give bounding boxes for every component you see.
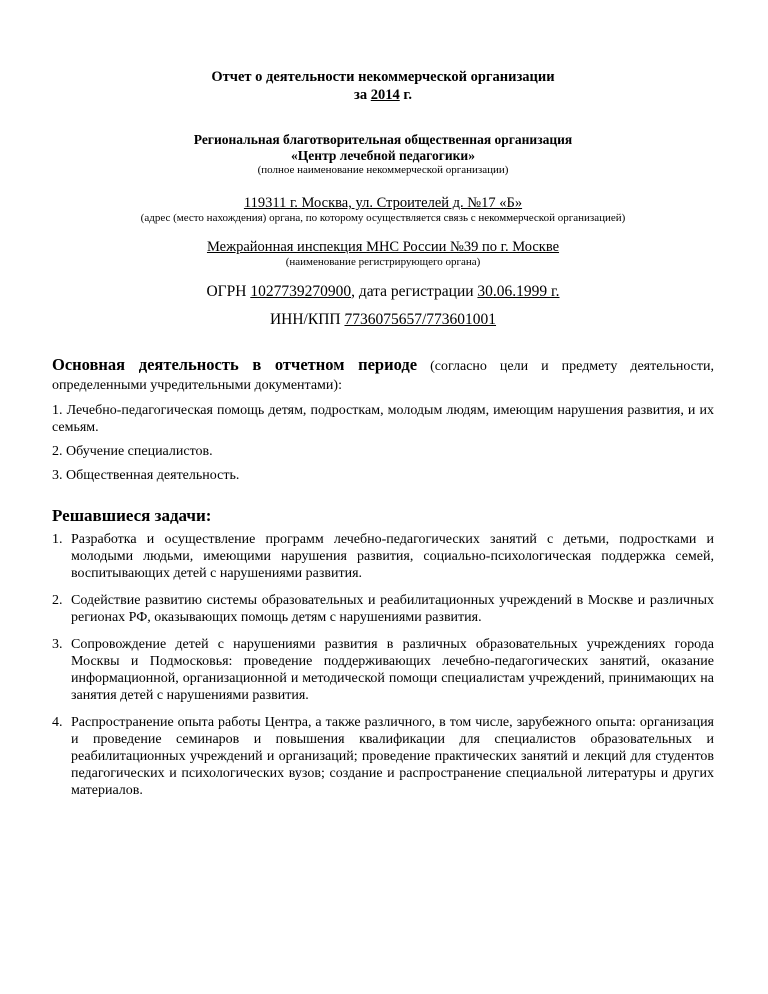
main-activity-item: 3. Общественная деятельность.: [52, 468, 240, 483]
main-activity-item: 1. Лечебно-педагогическая помощь детям, подросткам, молодым людям, имеющим нарушения развития, и их семьям.: [52, 403, 714, 435]
tasks-heading: Решавшиеся задачи:: [52, 506, 212, 525]
organization-name-line1: Региональная благотворительная общественная организация: [193, 132, 573, 147]
organization-name: [52, 132, 714, 164]
inn-label: ИНН/КПП: [269, 311, 341, 328]
title-prefix: за: [354, 87, 368, 103]
organization-name-line2: «Центр лечебной педагогики»: [291, 148, 475, 163]
task-item: [52, 592, 714, 626]
organization-address: 119311 г. Москва, ул. Строителей д. №17 «Б»: [243, 195, 523, 211]
task-item: [52, 636, 714, 704]
inn-line: [52, 310, 714, 329]
ogrn-line: [52, 282, 714, 301]
task-text: Разработка и осуществление программ лечебно-педагогических занятий с детьми, подростками и молодыми людьми, имеющими нарушения развития, социально-психологическая поддержка семей, воспитывающих детей с нарушениями развития.: [71, 532, 714, 581]
inn-kpp-value: 7736075657/773601001: [344, 311, 497, 328]
report-year: 2014: [370, 87, 400, 103]
task-text: Содействие развитию системы образовательных и реабилитационных учреждений в Москве и различных регионах РФ, оказывающих помощь детям с нарушениями развития.: [71, 593, 714, 625]
reg-date-label: , дата регистрации: [351, 283, 474, 300]
main-activity-title: Основная деятельность в отчетном периоде: [52, 355, 418, 374]
report-title: [52, 68, 714, 104]
report-title-line2: [52, 86, 714, 104]
task-item: [52, 531, 714, 582]
registrar-caption: (наименование регистрирующего органа): [285, 256, 481, 268]
organization-name-caption: (полное наименование некоммерческой организации): [257, 164, 509, 176]
task-text: Распространение опыта работы Центра, а также различного, в том числе, зарубежного опыта: организация и проведение семинаров и повышения квалификации для специалистов образовательных и реабилитационных учреждений и организаций; проведение практических занятий и лекций для студентов педагогических и психологических вузов; создание и распространение специальной литературы и других материалов.: [71, 715, 714, 798]
main-activity-note: (согласно цели и предмету деятельности, определенными учредительными документами):: [52, 359, 714, 393]
task-number: 4.: [52, 715, 63, 730]
task-item: [52, 714, 714, 799]
tasks-list: [52, 531, 714, 799]
address-caption: (адрес (место нахождения) органа, по которому осуществляется связь с некоммерческой организацией): [140, 212, 626, 224]
registrar-name: Межрайонная инспекция МНС России №39 по г. Москве: [206, 239, 560, 255]
report-title-line1: Отчет о деятельности некоммерческой организации: [211, 69, 555, 85]
title-suffix: г.: [403, 87, 412, 103]
ogrn-value: 1027739270900: [250, 283, 352, 300]
task-number: 1.: [52, 532, 63, 547]
task-number: 2.: [52, 593, 63, 608]
reg-date-value: 30.06.1999 г.: [477, 283, 560, 300]
registrar-block: [52, 239, 714, 256]
task-text: Сопровождение детей с нарушениями развития в различных образовательных учреждениях города Москвы и Подмосковья: проведение поддерживающих лечебно-педагогических занятий, оказание информационной, организационной и методической помощи специалистам учреждений, принимающих на занятия детей с нарушениями развития.: [71, 637, 714, 703]
main-activity-item: 2. Обучение специалистов.: [52, 444, 213, 459]
ogrn-label: ОГРН: [206, 283, 247, 300]
task-number: 3.: [52, 637, 63, 652]
main-activity-heading: [52, 355, 714, 395]
address-block: [52, 195, 714, 212]
